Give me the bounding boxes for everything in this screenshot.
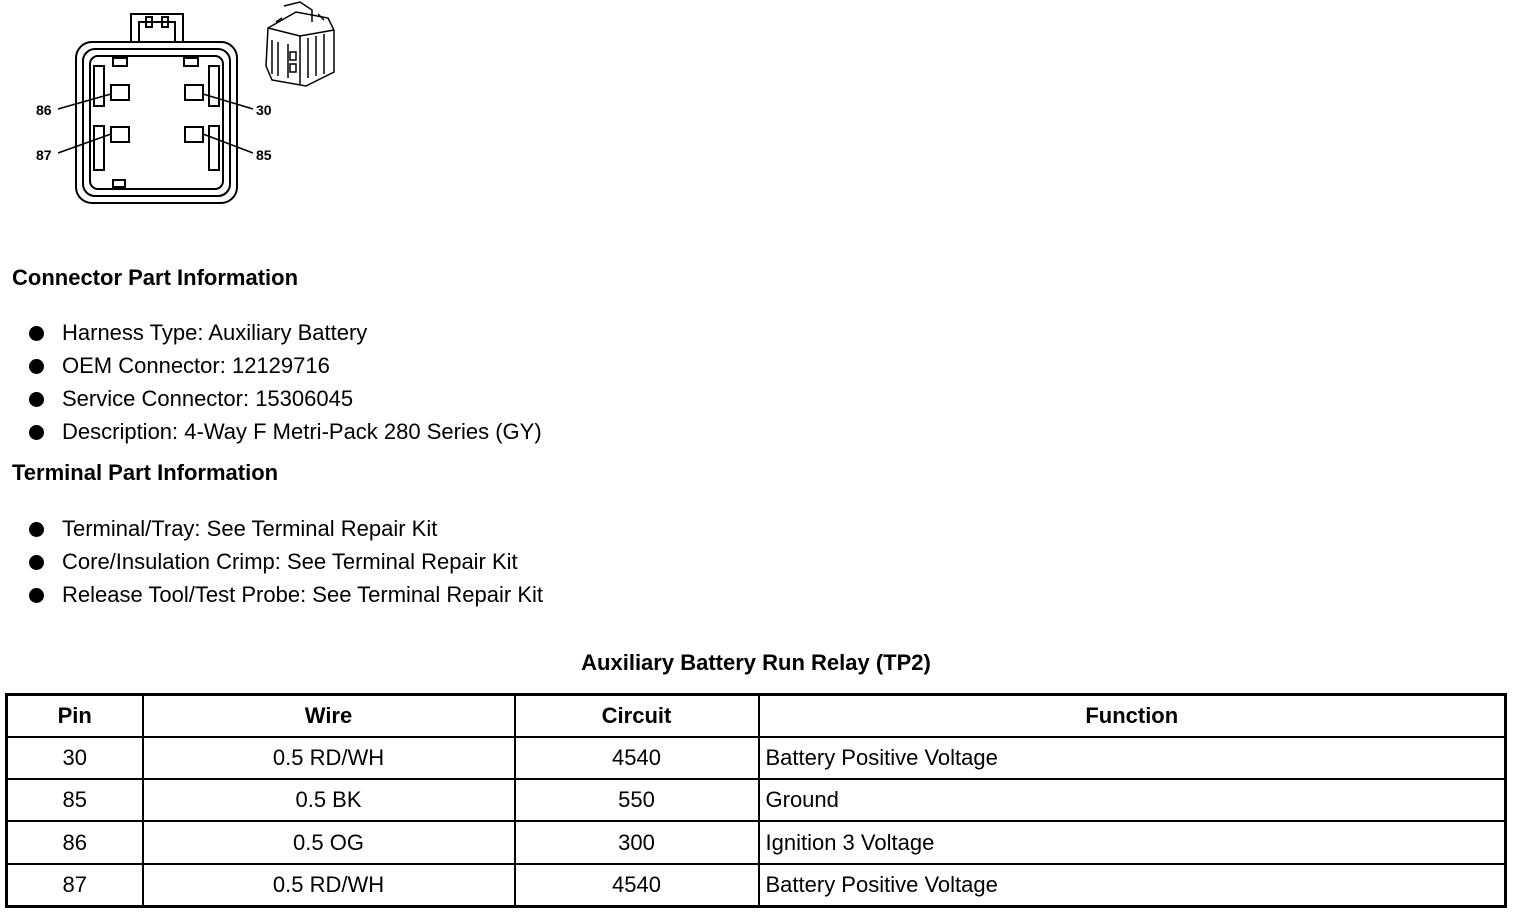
- header-function: Function: [759, 695, 1506, 738]
- connector-diagram: [0, 0, 360, 215]
- cell-circuit: 4540: [515, 864, 759, 907]
- cell-function: Ground: [759, 779, 1506, 821]
- cell-wire: 0.5 RD/WH: [143, 737, 515, 779]
- list-item: Core/Insulation Crimp: See Terminal Repair Kit: [0, 545, 543, 578]
- table-row: [7, 821, 1506, 863]
- connector-info-title: Connector Part Information: [12, 265, 299, 290]
- cell-pin: 86: [7, 821, 143, 863]
- header-circuit: Circuit: [515, 695, 759, 738]
- pin-table: [5, 693, 1507, 908]
- connector-thumbnail-icon: [266, 2, 334, 86]
- list-item: Release Tool/Test Probe: See Terminal Repair Kit: [0, 578, 543, 611]
- cell-pin: 30: [7, 737, 143, 779]
- pin-label-87: 87: [36, 147, 52, 163]
- cell-wire: 0.5 RD/WH: [143, 864, 515, 907]
- list-item: Terminal/Tray: See Terminal Repair Kit: [0, 512, 543, 545]
- cell-circuit: 550: [515, 779, 759, 821]
- terminal-info-list: [0, 512, 543, 611]
- list-item: Service Connector: 15306045: [0, 382, 542, 415]
- cell-circuit: 4540: [515, 737, 759, 779]
- terminal-info-title: Terminal Part Information: [12, 460, 279, 485]
- connector-info-list: [0, 316, 542, 448]
- cell-wire: 0.5 OG: [143, 821, 515, 863]
- cell-function: Battery Positive Voltage: [759, 864, 1506, 907]
- header-wire: Wire: [143, 695, 515, 738]
- cell-circuit: 300: [515, 821, 759, 863]
- pin-label-85: 85: [256, 147, 272, 163]
- list-item: OEM Connector: 12129716: [0, 349, 542, 382]
- table-title: Auxiliary Battery Run Relay (TP2): [581, 650, 931, 675]
- cell-wire: 0.5 BK: [143, 779, 515, 821]
- cell-function: Battery Positive Voltage: [759, 737, 1506, 779]
- table-row: [7, 737, 1506, 779]
- header-pin: Pin: [7, 695, 143, 738]
- pin-label-86: 86: [36, 102, 52, 118]
- cell-function: Ignition 3 Voltage: [759, 821, 1506, 863]
- cell-pin: 85: [7, 779, 143, 821]
- table-row: [7, 864, 1506, 907]
- table-row: [7, 779, 1506, 821]
- cell-pin: 87: [7, 864, 143, 907]
- list-item: Harness Type: Auxiliary Battery: [0, 316, 542, 349]
- table-header-row: [7, 695, 1506, 738]
- list-item: Description: 4-Way F Metri-Pack 280 Series (GY): [0, 415, 542, 448]
- pin-label-30: 30: [256, 102, 272, 118]
